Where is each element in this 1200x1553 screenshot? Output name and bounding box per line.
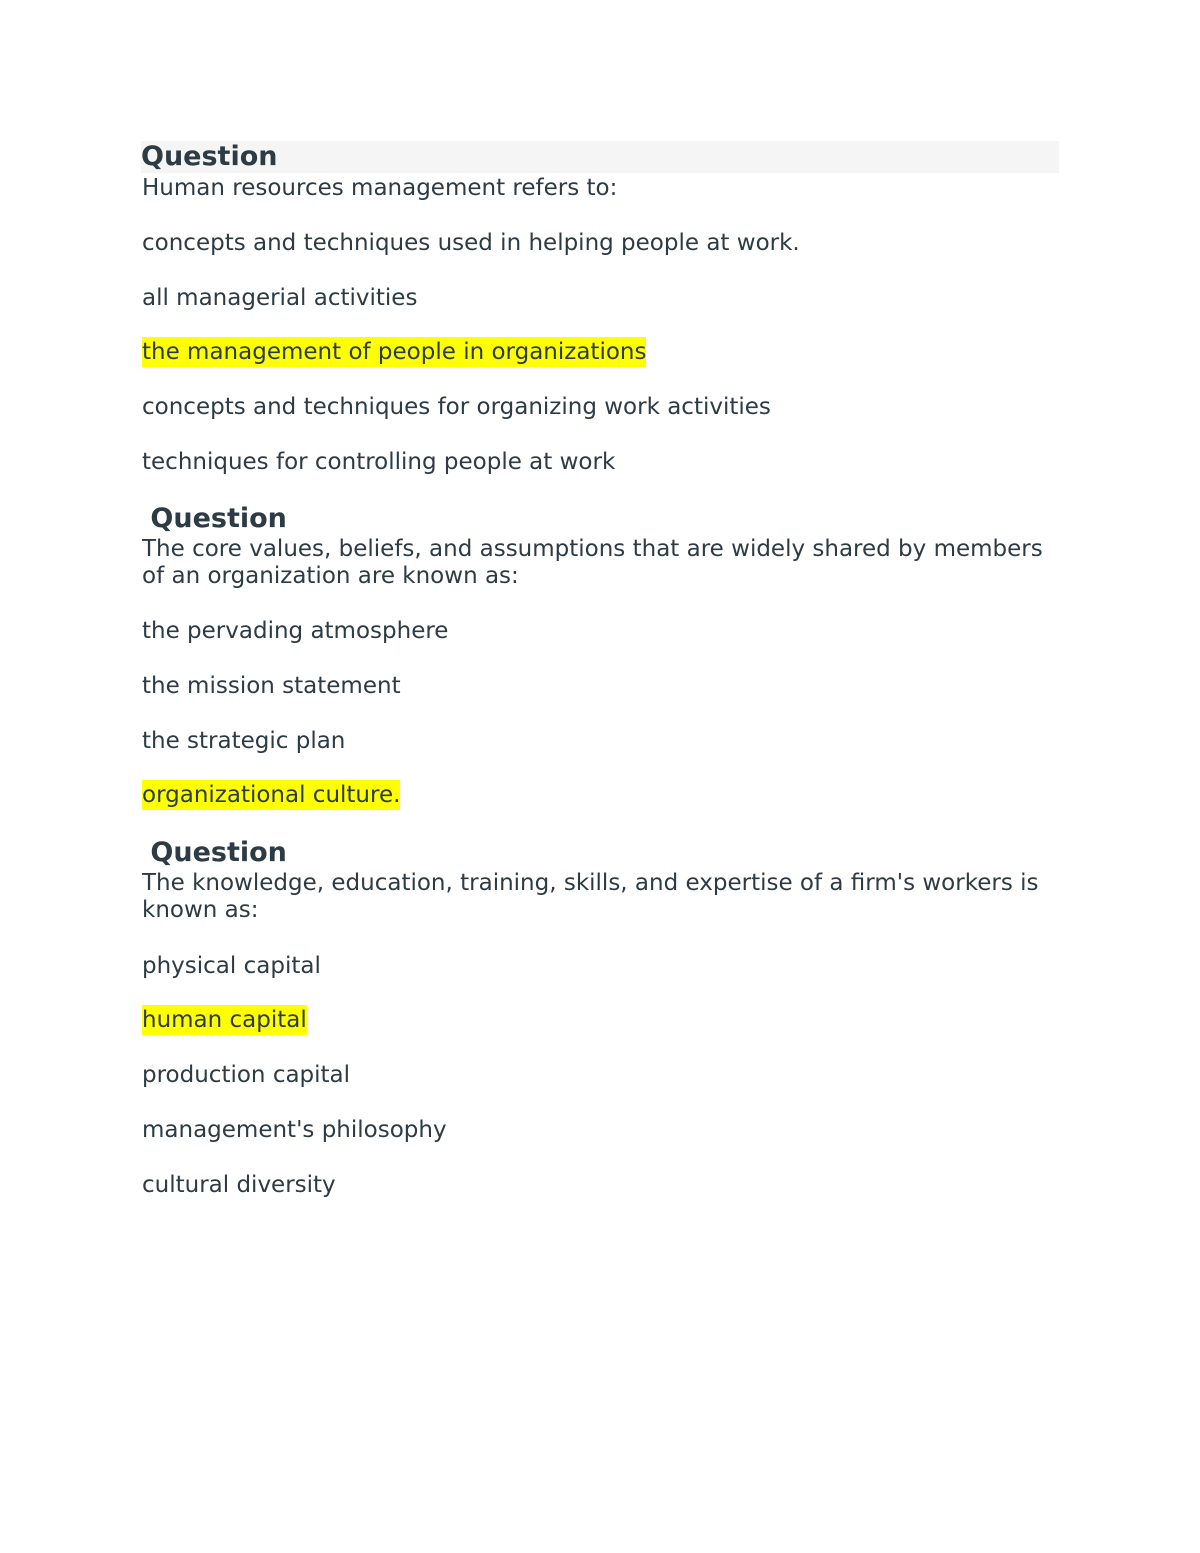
question-2-heading: Question [141, 503, 287, 534]
question-3-heading: Question [141, 837, 287, 868]
question-1-option-4: concepts and techniques for organizing work activities [142, 394, 771, 420]
question-1-option-2: all managerial activities [142, 285, 418, 311]
question-3-option-2-highlighted: human capital [142, 1007, 307, 1033]
question-2-option-3: the strategic plan [142, 728, 346, 754]
question-2-text: The core values, beliefs, and assumptions that are widely shared by members of an organization are known as: [142, 536, 1043, 589]
question-2-option-2: the mission statement [142, 673, 401, 699]
question-2-option-1: the pervading atmosphere [142, 618, 449, 644]
question-3-option-1: physical capital [142, 953, 321, 979]
question-1-option-1: concepts and techniques used in helping people at work. [142, 230, 800, 256]
question-1-option-5: techniques for controlling people at work [142, 449, 616, 475]
question-1-text: Human resources management refers to: [142, 175, 618, 201]
question-3-option-4: management's philosophy [142, 1117, 447, 1143]
question-2-option-4-highlighted: organizational culture. [142, 782, 401, 808]
question-3-option-5: cultural diversity [142, 1172, 336, 1198]
question-3-option-3: production capital [142, 1062, 351, 1088]
question-3-text: The knowledge, education, training, skills, and expertise of a firm's workers is known as: [142, 870, 1039, 923]
question-1-option-3-highlighted: the management of people in organizations [142, 339, 647, 365]
question-1-heading: Question [141, 141, 1059, 173]
